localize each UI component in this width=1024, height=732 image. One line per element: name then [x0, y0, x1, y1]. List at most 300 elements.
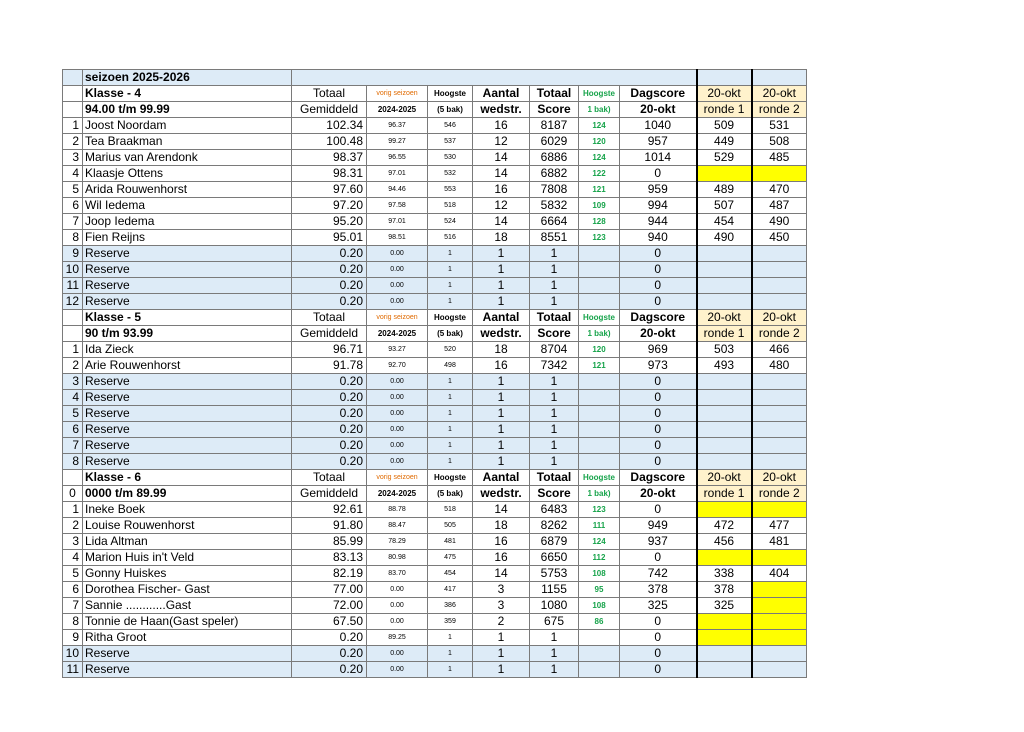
gemiddeld-value: 100.48 [292, 134, 367, 150]
ronde1-value: 507 [697, 198, 752, 214]
wedstr-value: 3 [473, 598, 530, 614]
col-aantal: Aantal [473, 310, 530, 326]
player-name: Arie Rouwenhorst [83, 358, 292, 374]
hoogste-5bak-value: 530 [428, 150, 473, 166]
row-number: 1 [63, 118, 83, 134]
hoogste-1bak-value: 128 [579, 214, 620, 230]
prev-season-value: 97.01 [367, 214, 428, 230]
table-row [63, 246, 807, 262]
player-name: Reserve [83, 454, 292, 470]
row-number: 6 [63, 422, 83, 438]
prev-season-value: 97.58 [367, 198, 428, 214]
col-wedstr: wedstr. [473, 102, 530, 118]
hoogste-5bak-value: 537 [428, 134, 473, 150]
player-name: Reserve [83, 246, 292, 262]
ronde2-value: 485 [752, 150, 807, 166]
prev-season-value: 92.70 [367, 358, 428, 374]
ronde2-value [752, 422, 807, 438]
row-number: 4 [63, 390, 83, 406]
player-name: Marius van Arendonk [83, 150, 292, 166]
dagscore-value: 0 [620, 502, 697, 518]
row-number: 2 [63, 134, 83, 150]
score-value: 6882 [530, 166, 579, 182]
dagscore-value: 325 [620, 598, 697, 614]
player-name: Klaasje Ottens [83, 166, 292, 182]
ronde1-value [697, 550, 752, 566]
col-gemiddeld: Gemiddeld [292, 486, 367, 502]
player-name: Reserve [83, 646, 292, 662]
ronde2-value [752, 454, 807, 470]
col-date-r2: 20-okt [752, 86, 807, 102]
ronde1-value: 325 [697, 598, 752, 614]
gemiddeld-value: 0.20 [292, 422, 367, 438]
gemiddeld-value: 98.37 [292, 150, 367, 166]
hoogste-1bak-value: 120 [579, 134, 620, 150]
col-1bak: 1 bak) [579, 486, 620, 502]
title-spacer [292, 70, 697, 86]
row-number: 7 [63, 598, 83, 614]
table-row [63, 294, 807, 310]
prev-season-value: 0.00 [367, 662, 428, 678]
class-index [63, 470, 83, 486]
hoogste-1bak-value [579, 662, 620, 678]
ronde1-value [697, 630, 752, 646]
ronde2-value [752, 246, 807, 262]
hoogste-1bak-value: 120 [579, 342, 620, 358]
ronde1-value: 456 [697, 534, 752, 550]
hoogste-5bak-value: 546 [428, 118, 473, 134]
col-dagscore-date: 20-okt [620, 326, 697, 342]
ronde1-value [697, 662, 752, 678]
hoogste-5bak-value: 1 [428, 438, 473, 454]
wedstr-value: 18 [473, 342, 530, 358]
ronde1-value: 509 [697, 118, 752, 134]
score-value: 1 [530, 246, 579, 262]
player-name: Reserve [83, 278, 292, 294]
ronde1-value [697, 502, 752, 518]
dagscore-value: 0 [620, 406, 697, 422]
col-score: Score [530, 486, 579, 502]
hoogste-5bak-value: 518 [428, 502, 473, 518]
score-value: 1 [530, 454, 579, 470]
table-row [63, 422, 807, 438]
score-value: 8704 [530, 342, 579, 358]
ronde1-value [697, 246, 752, 262]
player-name: Reserve [83, 662, 292, 678]
table-row [63, 550, 807, 566]
ronde1-value: 489 [697, 182, 752, 198]
dagscore-value: 959 [620, 182, 697, 198]
gemiddeld-value: 77.00 [292, 582, 367, 598]
hoogste-1bak-value: 124 [579, 150, 620, 166]
col-season-prev: 2024-2025 [367, 102, 428, 118]
col-1bak: 1 bak) [579, 326, 620, 342]
title-r1 [697, 70, 752, 86]
hoogste-5bak-value: 1 [428, 246, 473, 262]
hoogste-5bak-value: 505 [428, 518, 473, 534]
ronde1-value [697, 406, 752, 422]
gemiddeld-value: 0.20 [292, 646, 367, 662]
wedstr-value: 16 [473, 534, 530, 550]
score-value: 6483 [530, 502, 579, 518]
wedstr-value: 18 [473, 518, 530, 534]
corner-cell [63, 70, 83, 86]
col-aantal: Aantal [473, 86, 530, 102]
hoogste-5bak-value: 516 [428, 230, 473, 246]
col-date-r2: 20-okt [752, 310, 807, 326]
score-value: 1 [530, 662, 579, 678]
hoogste-5bak-value: 1 [428, 454, 473, 470]
prev-season-value: 93.27 [367, 342, 428, 358]
wedstr-value: 1 [473, 390, 530, 406]
col-vorig-seizoen: vorig seizoen [367, 470, 428, 486]
class-name: Klasse - 4 [83, 86, 292, 102]
col-season-prev: 2024-2025 [367, 326, 428, 342]
col-dagscore: Dagscore [620, 86, 697, 102]
prev-season-value: 0.00 [367, 454, 428, 470]
row-number: 2 [63, 518, 83, 534]
table-row [63, 118, 807, 134]
score-value: 1 [530, 262, 579, 278]
hoogste-1bak-value: 112 [579, 550, 620, 566]
player-name: Louise Rouwenhorst [83, 518, 292, 534]
ronde1-value [697, 262, 752, 278]
gemiddeld-value: 97.60 [292, 182, 367, 198]
hoogste-5bak-value: 1 [428, 406, 473, 422]
hoogste-1bak-value [579, 390, 620, 406]
wedstr-value: 16 [473, 118, 530, 134]
ronde2-value: 508 [752, 134, 807, 150]
wedstr-value: 14 [473, 566, 530, 582]
wedstr-value: 14 [473, 166, 530, 182]
class-index-label [63, 326, 83, 342]
col-hoogste: Hoogste [428, 310, 473, 326]
ronde2-value [752, 630, 807, 646]
col-dagscore: Dagscore [620, 310, 697, 326]
prev-season-value: 0.00 [367, 262, 428, 278]
player-name: Sannie ............Gast [83, 598, 292, 614]
dagscore-value: 0 [620, 374, 697, 390]
hoogste-5bak-value: 498 [428, 358, 473, 374]
score-value: 7342 [530, 358, 579, 374]
col-hoogste-1bak: Hoogste [579, 310, 620, 326]
hoogste-1bak-value: 122 [579, 166, 620, 182]
prev-season-value: 98.51 [367, 230, 428, 246]
ronde1-value [697, 166, 752, 182]
prev-season-value: 88.47 [367, 518, 428, 534]
hoogste-5bak-value: 1 [428, 630, 473, 646]
col-hoogste: Hoogste [428, 86, 473, 102]
score-value: 8551 [530, 230, 579, 246]
col-aantal: Aantal [473, 470, 530, 486]
table-row [63, 646, 807, 662]
hoogste-5bak-value: 475 [428, 550, 473, 566]
wedstr-value: 16 [473, 550, 530, 566]
ronde2-value [752, 374, 807, 390]
gemiddeld-value: 92.61 [292, 502, 367, 518]
col-dagscore: Dagscore [620, 470, 697, 486]
ronde2-value [752, 502, 807, 518]
wedstr-value: 1 [473, 630, 530, 646]
hoogste-5bak-value: 518 [428, 198, 473, 214]
ronde2-value: 531 [752, 118, 807, 134]
prev-season-value: 83.70 [367, 566, 428, 582]
class-index [63, 86, 83, 102]
row-number: 8 [63, 454, 83, 470]
wedstr-value: 1 [473, 454, 530, 470]
dagscore-value: 1040 [620, 118, 697, 134]
row-number: 8 [63, 614, 83, 630]
hoogste-1bak-value [579, 422, 620, 438]
score-value: 5832 [530, 198, 579, 214]
prev-season-value: 96.37 [367, 118, 428, 134]
player-name: Arida Rouwenhorst [83, 182, 292, 198]
score-value: 6664 [530, 214, 579, 230]
ronde1-value: 490 [697, 230, 752, 246]
score-value: 1 [530, 422, 579, 438]
prev-season-value: 0.00 [367, 246, 428, 262]
hoogste-5bak-value: 1 [428, 390, 473, 406]
score-value: 1 [530, 390, 579, 406]
score-value: 1 [530, 278, 579, 294]
hoogste-5bak-value: 454 [428, 566, 473, 582]
row-number: 10 [63, 646, 83, 662]
prev-season-value: 94.46 [367, 182, 428, 198]
prev-season-value: 88.78 [367, 502, 428, 518]
player-name: Joop Iedema [83, 214, 292, 230]
player-name: Tonnie de Haan(Gast speler) [83, 614, 292, 630]
col-vorig-seizoen: vorig seizoen [367, 310, 428, 326]
row-number: 4 [63, 550, 83, 566]
dagscore-value: 0 [620, 390, 697, 406]
hoogste-1bak-value: 121 [579, 358, 620, 374]
dagscore-value: 0 [620, 278, 697, 294]
gemiddeld-value: 0.20 [292, 438, 367, 454]
col-totaal: Totaal [292, 470, 367, 486]
dagscore-value: 0 [620, 246, 697, 262]
player-name: Gonny Huiskes [83, 566, 292, 582]
prev-season-value: 0.00 [367, 390, 428, 406]
prev-season-value: 0.00 [367, 438, 428, 454]
row-number: 4 [63, 166, 83, 182]
prev-season-value: 0.00 [367, 598, 428, 614]
ronde1-value [697, 646, 752, 662]
ronde1-value: 378 [697, 582, 752, 598]
prev-season-value: 78.29 [367, 534, 428, 550]
dagscore-value: 742 [620, 566, 697, 582]
table-row [63, 278, 807, 294]
dagscore-value: 949 [620, 518, 697, 534]
row-number: 12 [63, 294, 83, 310]
score-value: 1080 [530, 598, 579, 614]
gemiddeld-value: 0.20 [292, 406, 367, 422]
wedstr-value: 14 [473, 502, 530, 518]
player-name: Ineke Boek [83, 502, 292, 518]
wedstr-value: 1 [473, 278, 530, 294]
player-name: Reserve [83, 438, 292, 454]
score-value: 1 [530, 406, 579, 422]
score-value: 1 [530, 374, 579, 390]
gemiddeld-value: 0.20 [292, 662, 367, 678]
col-dagscore-date: 20-okt [620, 486, 697, 502]
gemiddeld-value: 82.19 [292, 566, 367, 582]
col-wedstr: wedstr. [473, 486, 530, 502]
wedstr-value: 1 [473, 294, 530, 310]
row-number: 5 [63, 406, 83, 422]
class-index [63, 310, 83, 326]
hoogste-5bak-value: 1 [428, 374, 473, 390]
score-value: 1 [530, 438, 579, 454]
row-number: 11 [63, 662, 83, 678]
row-number: 5 [63, 182, 83, 198]
gemiddeld-value: 95.20 [292, 214, 367, 230]
row-number: 2 [63, 358, 83, 374]
hoogste-1bak-value: 86 [579, 614, 620, 630]
hoogste-5bak-value: 1 [428, 278, 473, 294]
row-number: 7 [63, 438, 83, 454]
row-number: 9 [63, 246, 83, 262]
score-value: 1155 [530, 582, 579, 598]
score-value: 7808 [530, 182, 579, 198]
dagscore-value: 1014 [620, 150, 697, 166]
player-name: Joost Noordam [83, 118, 292, 134]
col-wedstr: wedstr. [473, 326, 530, 342]
dagscore-value: 0 [620, 262, 697, 278]
gemiddeld-value: 0.20 [292, 294, 367, 310]
col-hoogste-1bak: Hoogste [579, 86, 620, 102]
col-totaal: Totaal [292, 310, 367, 326]
table-row [63, 662, 807, 678]
player-name: Wil Iedema [83, 198, 292, 214]
score-table [62, 69, 807, 678]
hoogste-5bak-value: 359 [428, 614, 473, 630]
wedstr-value: 1 [473, 246, 530, 262]
wedstr-value: 1 [473, 662, 530, 678]
player-name: Ida Zieck [83, 342, 292, 358]
gemiddeld-value: 0.20 [292, 246, 367, 262]
col-ronde1: ronde 1 [697, 326, 752, 342]
class-index-label: 0 [63, 486, 83, 502]
score-value: 8187 [530, 118, 579, 134]
table-row [63, 630, 807, 646]
wedstr-value: 1 [473, 422, 530, 438]
prev-season-value: 99.27 [367, 134, 428, 150]
player-name: Tea Braakman [83, 134, 292, 150]
hoogste-1bak-value: 108 [579, 566, 620, 582]
hoogste-5bak-value: 520 [428, 342, 473, 358]
gemiddeld-value: 0.20 [292, 390, 367, 406]
hoogste-1bak-value [579, 438, 620, 454]
col-hoogste-1bak: Hoogste [579, 470, 620, 486]
ronde2-value [752, 598, 807, 614]
dagscore-value: 969 [620, 342, 697, 358]
wedstr-value: 1 [473, 646, 530, 662]
table-row [63, 582, 807, 598]
gemiddeld-value: 97.20 [292, 198, 367, 214]
title-r2 [752, 70, 807, 86]
gemiddeld-value: 98.31 [292, 166, 367, 182]
score-value: 6650 [530, 550, 579, 566]
player-name: Reserve [83, 294, 292, 310]
gemiddeld-value: 102.34 [292, 118, 367, 134]
row-number: 10 [63, 262, 83, 278]
row-number: 1 [63, 342, 83, 358]
hoogste-5bak-value: 481 [428, 534, 473, 550]
prev-season-value: 0.00 [367, 278, 428, 294]
hoogste-1bak-value: 95 [579, 582, 620, 598]
dagscore-value: 378 [620, 582, 697, 598]
col-ronde2: ronde 2 [752, 486, 807, 502]
ronde2-value [752, 278, 807, 294]
player-name: Reserve [83, 374, 292, 390]
season-title: seizoen 2025-2026 [83, 70, 292, 86]
gemiddeld-value: 0.20 [292, 262, 367, 278]
ronde2-value [752, 438, 807, 454]
hoogste-1bak-value [579, 278, 620, 294]
hoogste-1bak-value [579, 630, 620, 646]
prev-season-value: 97.01 [367, 166, 428, 182]
hoogste-5bak-value: 1 [428, 294, 473, 310]
gemiddeld-value: 83.13 [292, 550, 367, 566]
col-totaal: Totaal [292, 86, 367, 102]
dagscore-value: 0 [620, 438, 697, 454]
gemiddeld-value: 91.78 [292, 358, 367, 374]
hoogste-5bak-value: 1 [428, 422, 473, 438]
dagscore-value: 957 [620, 134, 697, 150]
dagscore-value: 0 [620, 662, 697, 678]
hoogste-5bak-value: 417 [428, 582, 473, 598]
score-value: 6886 [530, 150, 579, 166]
dagscore-value: 937 [620, 534, 697, 550]
wedstr-value: 16 [473, 182, 530, 198]
gemiddeld-value: 0.20 [292, 278, 367, 294]
table-row [63, 534, 807, 550]
score-value: 8262 [530, 518, 579, 534]
class-range: 94.00 t/m 99.99 [83, 102, 292, 118]
ronde2-value: 480 [752, 358, 807, 374]
table-row [63, 614, 807, 630]
class-index-label [63, 102, 83, 118]
row-number: 6 [63, 198, 83, 214]
dagscore-value: 944 [620, 214, 697, 230]
hoogste-1bak-value [579, 454, 620, 470]
prev-season-value: 96.55 [367, 150, 428, 166]
col-5bak: (5 bak) [428, 326, 473, 342]
prev-season-value: 0.00 [367, 582, 428, 598]
gemiddeld-value: 0.20 [292, 630, 367, 646]
ronde2-value [752, 294, 807, 310]
dagscore-value: 0 [620, 550, 697, 566]
wedstr-value: 16 [473, 358, 530, 374]
hoogste-1bak-value: 124 [579, 534, 620, 550]
ronde1-value: 529 [697, 150, 752, 166]
col-totaal-score: Totaal [530, 470, 579, 486]
hoogste-1bak-value [579, 262, 620, 278]
dagscore-value: 0 [620, 422, 697, 438]
table-row [63, 374, 807, 390]
hoogste-1bak-value: 109 [579, 198, 620, 214]
table-row [63, 166, 807, 182]
gemiddeld-value: 96.71 [292, 342, 367, 358]
prev-season-value: 0.00 [367, 614, 428, 630]
ronde2-value [752, 662, 807, 678]
score-value: 1 [530, 294, 579, 310]
col-1bak: 1 bak) [579, 102, 620, 118]
hoogste-1bak-value: 121 [579, 182, 620, 198]
table-row [63, 182, 807, 198]
hoogste-5bak-value: 532 [428, 166, 473, 182]
hoogste-1bak-value: 123 [579, 502, 620, 518]
